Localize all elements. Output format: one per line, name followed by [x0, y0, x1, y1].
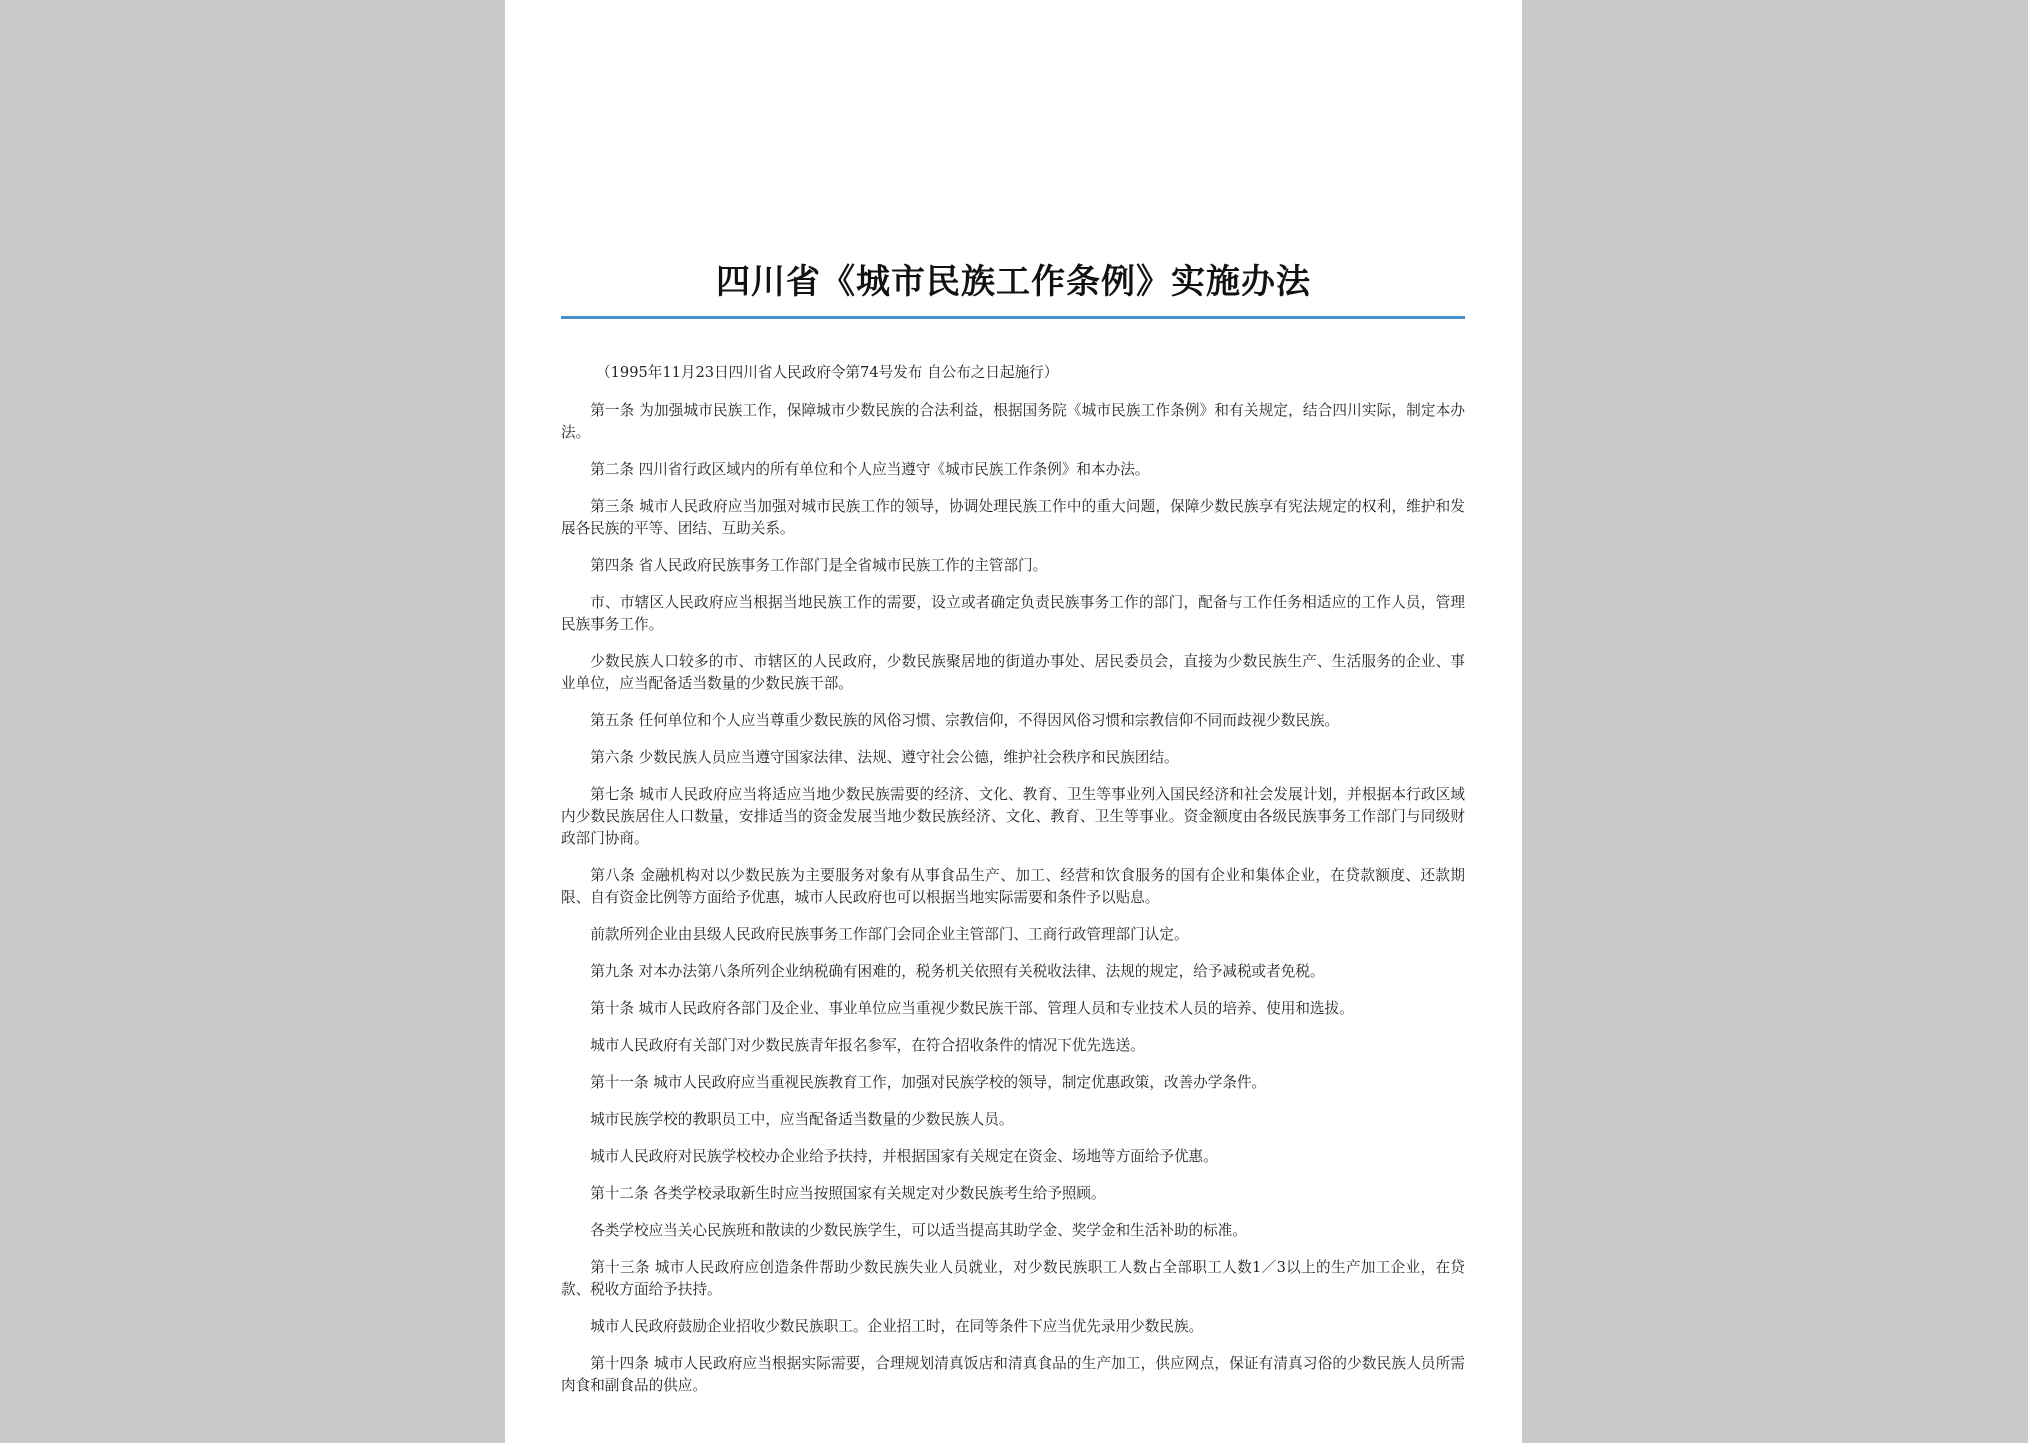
paragraph: 第十条 城市人民政府各部门及企业、事业单位应当重视少数民族干部、管理人员和专业技术人员的培养、使用和选拔。	[590, 1000, 1354, 1017]
paragraph: 第七条 城市人民政府应当将适应当地少数民族需要的经济、文化、教育、卫生等事业列入国民经济和社会发展计划，并根据本行政区域内少数民族居住人口数量，安排适当的资金发展当地少数民族经济、文化、教育、卫生等事业。资金额度由各级民族事务工作部门与同级财政部门协商。	[561, 786, 1465, 847]
paragraph: 城市人民政府鼓励企业招收少数民族职工。企业招工时，在同等条件下应当优先录用少数民族。	[590, 1318, 1204, 1335]
paragraph: 第十四条 城市人民政府应当根据实际需要，合理规划清真饭店和清真食品的生产加工，供应网点，保证有清真习俗的少数民族人员所需肉食和副食品的供应。	[561, 1355, 1465, 1394]
paragraph: 第二条 四川省行政区域内的所有单位和个人应当遵守《城市民族工作条例》和本办法。	[590, 461, 1150, 478]
paragraph: 第十三条 城市人民政府应创造条件帮助少数民族失业人员就业，对少数民族职工人数占全部职工人数1／3以上的生产加工企业，在贷款、税收方面给予扶持。	[561, 1259, 1465, 1298]
paragraph: 第三条 城市人民政府应当加强对城市民族工作的领导，协调处理民族工作中的重大问题，保障少数民族享有宪法规定的权利，维护和发展各民族的平等、团结、互助关系。	[561, 498, 1465, 537]
paragraph: 城市人民政府对民族学校校办企业给予扶持，并根据国家有关规定在资金、场地等方面给予优惠。	[590, 1148, 1218, 1165]
paragraph: 第六条 少数民族人员应当遵守国家法律、法规、遵守社会公德，维护社会秩序和民族团结。	[590, 749, 1179, 766]
paragraph: 市、市辖区人民政府应当根据当地民族工作的需要，设立或者确定负责民族事务工作的部门，配备与工作任务相适应的工作人员，管理民族事务工作。	[561, 594, 1465, 633]
paragraph: 前款所列企业由县级人民政府民族事务工作部门会同企业主管部门、工商行政管理部门认定。	[590, 926, 1189, 943]
paragraph: 少数民族人口较多的市、市辖区的人民政府，少数民族聚居地的街道办事处、居民委员会，直接为少数民族生产、生活服务的企业、事业单位，应当配备适当数量的少数民族干部。	[561, 653, 1465, 692]
paragraph: 第八条 金融机构对以少数民族为主要服务对象有从事食品生产、加工、经营和饮食服务的国有企业和集体企业，在贷款额度、还款期限、自有资金比例等方面给予优惠，城市人民政府也可以根据当地实际需要和条件予以贴息。	[561, 867, 1465, 906]
document-page	[505, 0, 1522, 1443]
title-underline	[561, 316, 1465, 319]
document-body	[561, 362, 1465, 1412]
paragraph: 第四条 省人民政府民族事务工作部门是全省城市民族工作的主管部门。	[590, 557, 1048, 574]
publication-note: （1995年11月23日四川省人民政府令第74号发布 自公布之日起施行）	[596, 364, 1059, 381]
paragraph: 第十二条 各类学校录取新生时应当按照国家有关规定对少数民族考生给予照顾。	[590, 1185, 1106, 1202]
paragraph: 第十一条 城市人民政府应当重视民族教育工作，加强对民族学校的领导，制定优惠政策，改善办学条件。	[590, 1074, 1267, 1091]
paragraph: 各类学校应当关心民族班和散读的少数民族学生，可以适当提高其助学金、奖学金和生活补助的标准。	[590, 1222, 1247, 1239]
document-title: 四川省《城市民族工作条例》实施办法	[716, 262, 1311, 302]
paragraph: 第五条 任何单位和个人应当尊重少数民族的风俗习惯、宗教信仰，不得因风俗习惯和宗教信仰不同而歧视少数民族。	[590, 712, 1340, 729]
paragraph: 第九条 对本办法第八条所列企业纳税确有困难的，税务机关依照有关税收法律、法规的规定，给予减税或者免税。	[590, 963, 1325, 980]
paragraph: 第一条 为加强城市民族工作，保障城市少数民族的合法利益，根据国务院《城市民族工作条例》和有关规定，结合四川实际，制定本办法。	[561, 402, 1465, 441]
paragraph: 城市人民政府有关部门对少数民族青年报名参军，在符合招收条件的情况下优先选送。	[590, 1037, 1145, 1054]
paragraph: 城市民族学校的教职员工中，应当配备适当数量的少数民族人员。	[590, 1111, 1014, 1128]
